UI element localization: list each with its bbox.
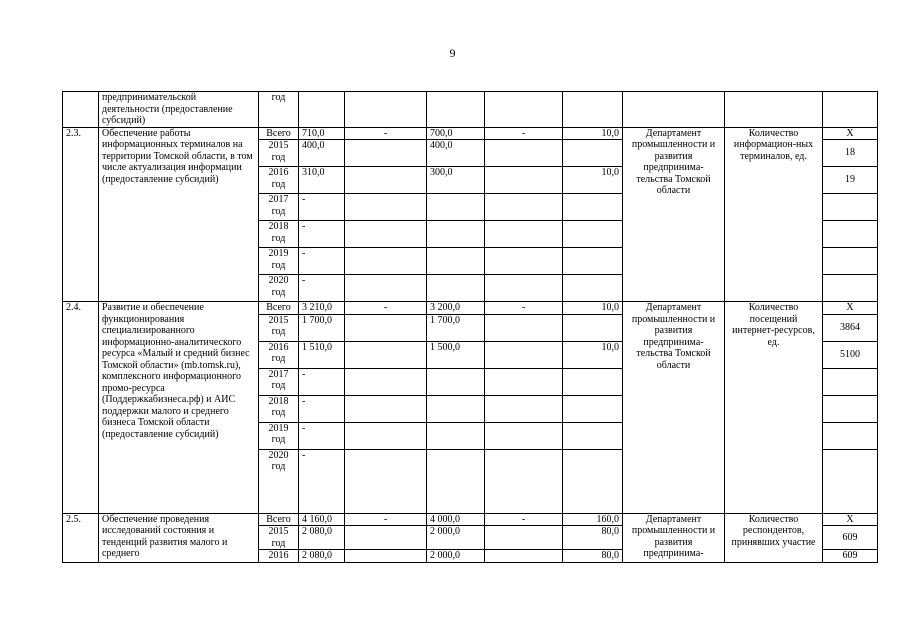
year-cell: 2016 год: [259, 167, 299, 194]
funding-cell: [485, 167, 563, 194]
total-cell: [299, 92, 345, 128]
indicator-cell: Количество информацион-ных терминалов, ед.: [725, 127, 823, 302]
funding-cell: [345, 422, 427, 449]
funding-cell: [485, 275, 563, 302]
funding-cell: [345, 550, 427, 563]
row-number: [63, 92, 99, 128]
indicator-value: [823, 422, 878, 449]
indicator-value: X: [823, 127, 878, 140]
total-cell: 710,0: [299, 127, 345, 140]
funding-cell: [485, 248, 563, 275]
funding-cell: [345, 526, 427, 550]
funding-cell: [563, 248, 623, 275]
funding-cell: 1 500,0: [427, 341, 485, 368]
funding-cell: [563, 368, 623, 395]
table-row: [63, 92, 878, 128]
year-cell: 2019 год: [259, 248, 299, 275]
indicator-value: [823, 221, 878, 248]
funding-cell: 4 000,0: [427, 513, 485, 526]
funding-cell: [427, 449, 485, 513]
program-table: [62, 91, 878, 563]
indicator-value: [823, 194, 878, 221]
funding-cell: [345, 167, 427, 194]
funding-cell: 10,0: [563, 167, 623, 194]
funding-cell: [563, 275, 623, 302]
funding-cell: [485, 422, 563, 449]
total-cell: -: [299, 368, 345, 395]
year-cell: 2015 год: [259, 526, 299, 550]
year-cell: Всего: [259, 513, 299, 526]
funding-cell: -: [345, 302, 427, 315]
funding-cell: [485, 526, 563, 550]
row-number: 2.5.: [63, 513, 99, 562]
funding-cell: [563, 422, 623, 449]
year-cell: 2018 год: [259, 395, 299, 422]
indicator-value: X: [823, 302, 878, 315]
year-cell: 2015 год: [259, 314, 299, 341]
indicator-value: 609: [823, 526, 878, 550]
funding-cell: [345, 221, 427, 248]
funding-cell: [485, 194, 563, 221]
total-cell: -: [299, 422, 345, 449]
year-cell: 2017 год: [259, 368, 299, 395]
funding-cell: [345, 194, 427, 221]
funding-cell: [427, 248, 485, 275]
funding-cell: [345, 395, 427, 422]
table-row: [63, 513, 878, 526]
funding-cell: [427, 92, 485, 128]
funding-cell: [485, 395, 563, 422]
indicator-value: [823, 92, 878, 128]
indicator-value: [823, 395, 878, 422]
indicator-value: [823, 449, 878, 513]
total-cell: -: [299, 221, 345, 248]
funding-cell: [563, 221, 623, 248]
funding-cell: -: [485, 127, 563, 140]
table-row: [63, 127, 878, 140]
year-cell: Всего: [259, 127, 299, 140]
funding-cell: [345, 92, 427, 128]
total-cell: -: [299, 248, 345, 275]
funding-cell: [563, 449, 623, 513]
row-number: 2.3.: [63, 127, 99, 302]
year-cell: 2020 год: [259, 449, 299, 513]
department-cell: [623, 92, 725, 128]
year-cell: год: [259, 92, 299, 128]
funding-cell: 10,0: [563, 127, 623, 140]
department-cell: Департамент промышленности и развития предпринима-тельства Томской области: [623, 127, 725, 302]
funding-cell: 3 200,0: [427, 302, 485, 315]
total-cell: 2 080,0: [299, 550, 345, 563]
funding-cell: [345, 275, 427, 302]
year-cell: Всего: [259, 302, 299, 315]
indicator-cell: Количество респондентов, принявших участие: [725, 513, 823, 562]
department-cell: Департамент промышленности и развития предпринима-тельства Томской области: [623, 302, 725, 514]
year-cell: 2017 год: [259, 194, 299, 221]
page-number: 9: [449, 46, 456, 60]
funding-cell: [345, 449, 427, 513]
indicator-value: [823, 275, 878, 302]
funding-cell: [563, 140, 623, 167]
funding-cell: [427, 194, 485, 221]
funding-cell: -: [345, 513, 427, 526]
total-cell: -: [299, 395, 345, 422]
funding-cell: [485, 140, 563, 167]
funding-cell: [485, 368, 563, 395]
indicator-value: X: [823, 513, 878, 526]
funding-cell: 80,0: [563, 550, 623, 563]
total-cell: -: [299, 275, 345, 302]
funding-cell: [427, 395, 485, 422]
total-cell: -: [299, 194, 345, 221]
year-cell: 2016: [259, 550, 299, 563]
funding-cell: [485, 550, 563, 563]
funding-cell: [485, 92, 563, 128]
funding-cell: 80,0: [563, 526, 623, 550]
funding-cell: -: [345, 127, 427, 140]
funding-cell: 10,0: [563, 341, 623, 368]
table-row: [63, 302, 878, 315]
year-cell: 2019 год: [259, 422, 299, 449]
funding-cell: [345, 248, 427, 275]
funding-cell: [563, 314, 623, 341]
total-cell: 3 210,0: [299, 302, 345, 315]
indicator-cell: Количество посещений интернет-ресурсов, ед.: [725, 302, 823, 514]
year-cell: 2020 год: [259, 275, 299, 302]
year-cell: 2016 год: [259, 341, 299, 368]
measure-description: Обеспечение проведения исследований состояния и тенденций развития малого и среднего: [99, 513, 259, 562]
total-cell: 4 160,0: [299, 513, 345, 526]
funding-cell: 300,0: [427, 167, 485, 194]
funding-cell: [485, 314, 563, 341]
measure-description: Развитие и обеспечение функционирования специализированного информационно-аналитического ресурса «Малый и средний бизнес Томской области» (mb.tomsk.ru), комплексного информационного промо-ресурса (Поддержкабизнеса.рф) и АИС поддержки малого и среднего бизнеса Томской области (предоставление субсидий): [99, 302, 259, 514]
funding-cell: [427, 368, 485, 395]
department-cell: Департамент промышленности и развития предпринима-: [623, 513, 725, 562]
funding-cell: [563, 395, 623, 422]
funding-cell: [345, 314, 427, 341]
total-cell: 1 510,0: [299, 341, 345, 368]
funding-cell: [427, 275, 485, 302]
indicator-value: [823, 248, 878, 275]
funding-cell: [345, 341, 427, 368]
total-cell: 400,0: [299, 140, 345, 167]
indicator-cell: [725, 92, 823, 128]
total-cell: 310,0: [299, 167, 345, 194]
funding-cell: [427, 422, 485, 449]
total-cell: 2 080,0: [299, 526, 345, 550]
total-cell: -: [299, 449, 345, 513]
indicator-value: 609: [823, 550, 878, 563]
funding-cell: -: [485, 302, 563, 315]
year-cell: 2015 год: [259, 140, 299, 167]
funding-cell: 2 000,0: [427, 526, 485, 550]
indicator-value: 19: [823, 167, 878, 194]
total-cell: 1 700,0: [299, 314, 345, 341]
funding-cell: 700,0: [427, 127, 485, 140]
indicator-value: 3864: [823, 314, 878, 341]
year-cell: 2018 год: [259, 221, 299, 248]
funding-cell: 2 000,0: [427, 550, 485, 563]
funding-cell: [345, 368, 427, 395]
funding-cell: [485, 341, 563, 368]
funding-cell: -: [485, 513, 563, 526]
funding-cell: [485, 449, 563, 513]
measure-description: Обеспечение работы информационных терминалов на территории Томской области, в том числе актуализация информации (предоставление субсидий): [99, 127, 259, 302]
funding-cell: [563, 92, 623, 128]
funding-cell: [485, 221, 563, 248]
funding-cell: 1 700,0: [427, 314, 485, 341]
funding-cell: 10,0: [563, 302, 623, 315]
funding-cell: [427, 221, 485, 248]
indicator-value: [823, 368, 878, 395]
indicator-value: 5100: [823, 341, 878, 368]
row-number: 2.4.: [63, 302, 99, 514]
measure-description: предпринимательской деятельности (предоставление субсидий): [99, 92, 259, 128]
funding-cell: [345, 140, 427, 167]
indicator-value: 18: [823, 140, 878, 167]
funding-cell: 160,0: [563, 513, 623, 526]
funding-cell: 400,0: [427, 140, 485, 167]
funding-cell: [563, 194, 623, 221]
